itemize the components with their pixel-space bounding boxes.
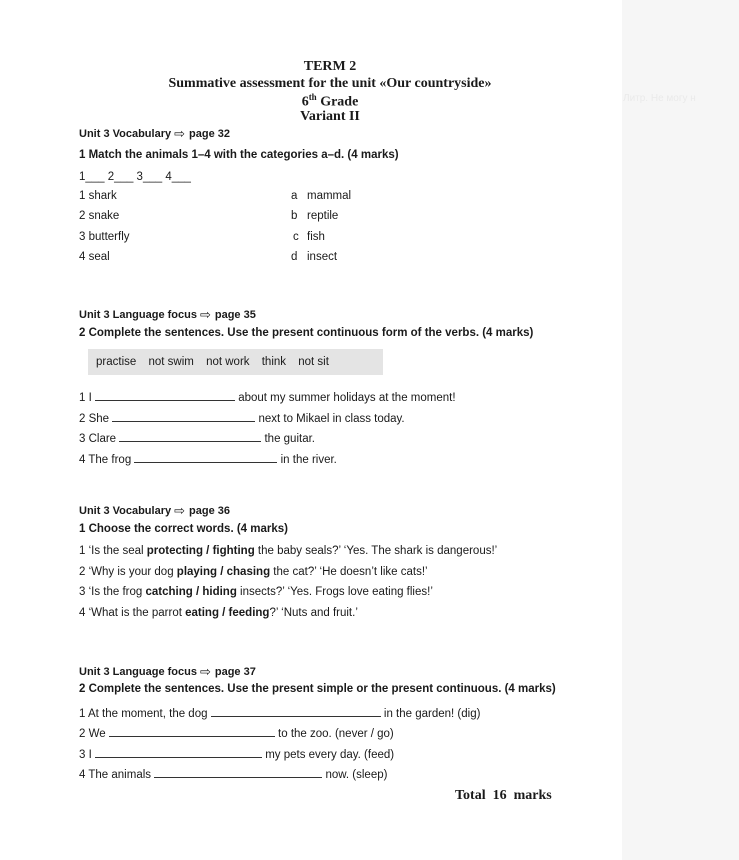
- gap-sentence: [79, 706, 480, 720]
- arrow-right-icon: ⇨: [199, 307, 211, 322]
- section-1-heading-text: Unit 3 Vocabulary: [79, 128, 172, 140]
- section-3-task: 1 Choose the correct words. (4 marks): [79, 523, 288, 535]
- sentence-end: to the zoo. (never / go): [278, 728, 394, 740]
- section-4-task: 2 Complete the sentences. Use the present simple or the present continuous. (4 marks): [79, 683, 556, 695]
- section-2-page: page 35: [214, 309, 256, 321]
- section-3-page: page 36: [189, 505, 230, 517]
- sentence-start: 4 The animals: [79, 769, 152, 781]
- answer-blank[interactable]: [134, 452, 277, 463]
- category-letter: c: [293, 231, 299, 243]
- section-3-heading-text: Unit 3 Vocabulary: [79, 505, 172, 517]
- grade-number: 6: [301, 94, 309, 110]
- word-box: [88, 349, 383, 375]
- term-heading: TERM 2: [303, 59, 357, 74]
- faded-background-text: Литр. Не могу н: [623, 93, 696, 104]
- sentence-start: 3 Clare: [79, 433, 117, 445]
- sentence-end: the baby seals?’ ‘Yes. The shark is dangerous!’: [254, 545, 498, 557]
- grade-heading: [130, 92, 530, 111]
- gap-sentence: [79, 747, 394, 761]
- answer-blank[interactable]: [95, 390, 235, 401]
- section-2-heading-text: Unit 3 Language focus: [79, 309, 197, 321]
- section-4-heading-text: Unit 3 Language focus: [79, 666, 197, 678]
- choice-sentence: [79, 607, 358, 619]
- animal-item: 4 seal: [79, 251, 110, 263]
- sentence-start: 2 She: [79, 413, 110, 425]
- choice-sentence: [79, 586, 433, 598]
- answer-blank[interactable]: [109, 726, 275, 737]
- grade-word: Grade: [320, 94, 359, 110]
- document-title: Summative assessment for the unit «Our countryside»: [168, 76, 492, 91]
- category-word: mammal: [307, 190, 352, 202]
- gap-sentence: [79, 726, 394, 740]
- arrow-right-icon: ⇨: [199, 664, 211, 679]
- category-word: insect: [307, 251, 338, 263]
- animal-item: 1 shark: [79, 190, 117, 202]
- right-gray-panel: [622, 0, 739, 860]
- choice-sentence: [79, 566, 428, 578]
- section-3-heading: [79, 503, 230, 519]
- section-2-heading: [79, 307, 256, 323]
- grade-ordinal: th: [308, 92, 317, 102]
- sentence-start: 2 ‘Why is your dog: [79, 566, 177, 578]
- section-4-heading: [79, 664, 256, 680]
- section-1-page: page 32: [189, 128, 230, 140]
- category-word: fish: [307, 231, 325, 243]
- sentence-start: 3 ‘Is the frog: [79, 586, 146, 598]
- sentence-end: next to Mikael in class today.: [258, 413, 405, 425]
- sentence-start: 2 We: [79, 728, 106, 740]
- sentence-end: insects?’ ‘Yes. Frogs love eating flies!’: [236, 586, 433, 598]
- gap-sentence: [79, 390, 456, 404]
- gap-sentence: [79, 452, 337, 466]
- category-letter: a: [291, 190, 298, 202]
- word-box-item: not work: [206, 356, 250, 368]
- answer-blank[interactable]: [119, 431, 261, 442]
- sentence-end: my pets every day. (feed): [265, 749, 395, 761]
- word-choice[interactable]: protecting / fighting: [146, 545, 255, 557]
- section-2-task: 2 Complete the sentences. Use the present continuous form of the verbs. (4 marks): [79, 327, 534, 339]
- word-box-item: practise: [96, 356, 137, 368]
- choice-sentence: [79, 545, 497, 557]
- sentence-start: 1 ‘Is the seal: [79, 545, 147, 557]
- answer-blank[interactable]: [112, 411, 255, 422]
- category-letter: d: [291, 251, 298, 263]
- word-box-item: think: [261, 356, 287, 368]
- sentence-end: now. (sleep): [325, 769, 388, 781]
- sentence-start: 1 I: [79, 392, 92, 404]
- section-1-task: 1 Match the animals 1–4 with the categories a–d. (4 marks): [79, 149, 399, 161]
- sentence-end: ?’ ‘Nuts and fruit.’: [269, 607, 358, 619]
- animal-item: 3 butterfly: [79, 231, 130, 243]
- word-choice[interactable]: playing / chasing: [176, 566, 271, 578]
- word-box-item: not sit: [298, 356, 329, 368]
- sentence-end: about my summer holidays at the moment!: [238, 392, 456, 404]
- arrow-right-icon: ⇨: [174, 126, 186, 141]
- sentence-end: in the river.: [280, 454, 337, 466]
- section-1-heading: [79, 126, 230, 142]
- gap-sentence: [79, 411, 405, 425]
- animal-item: 2 snake: [79, 210, 120, 222]
- sentence-start: 1 At the moment, the dog: [79, 708, 208, 720]
- answer-blank[interactable]: [211, 706, 381, 717]
- answer-blank[interactable]: [154, 767, 322, 778]
- category-word: reptile: [307, 210, 339, 222]
- variant-heading: Variant II: [300, 109, 360, 124]
- word-box-item: not swim: [148, 356, 194, 368]
- sentence-start: 3 I: [79, 749, 92, 761]
- sentence-start: 4 ‘What is the parrot: [79, 607, 186, 619]
- gap-sentence: [79, 431, 315, 445]
- gap-sentence: [79, 767, 387, 781]
- word-choice[interactable]: eating / feeding: [185, 607, 270, 619]
- sentence-end: the cat?’ ‘He doesn’t like cats!’: [270, 566, 428, 578]
- total-marks: Total 16 marks: [455, 788, 552, 803]
- sentence-end: the guitar.: [264, 433, 315, 445]
- section-4-page: page 37: [214, 666, 256, 678]
- section-1-answer-line: 1___ 2___ 3___ 4___: [79, 171, 191, 183]
- sentence-start: 4 The frog: [79, 454, 132, 466]
- category-letter: b: [291, 210, 298, 222]
- arrow-right-icon: ⇨: [174, 503, 186, 518]
- word-choice[interactable]: catching / hiding: [145, 586, 237, 598]
- answer-blank[interactable]: [95, 747, 262, 758]
- sentence-end: in the garden! (dig): [383, 708, 481, 720]
